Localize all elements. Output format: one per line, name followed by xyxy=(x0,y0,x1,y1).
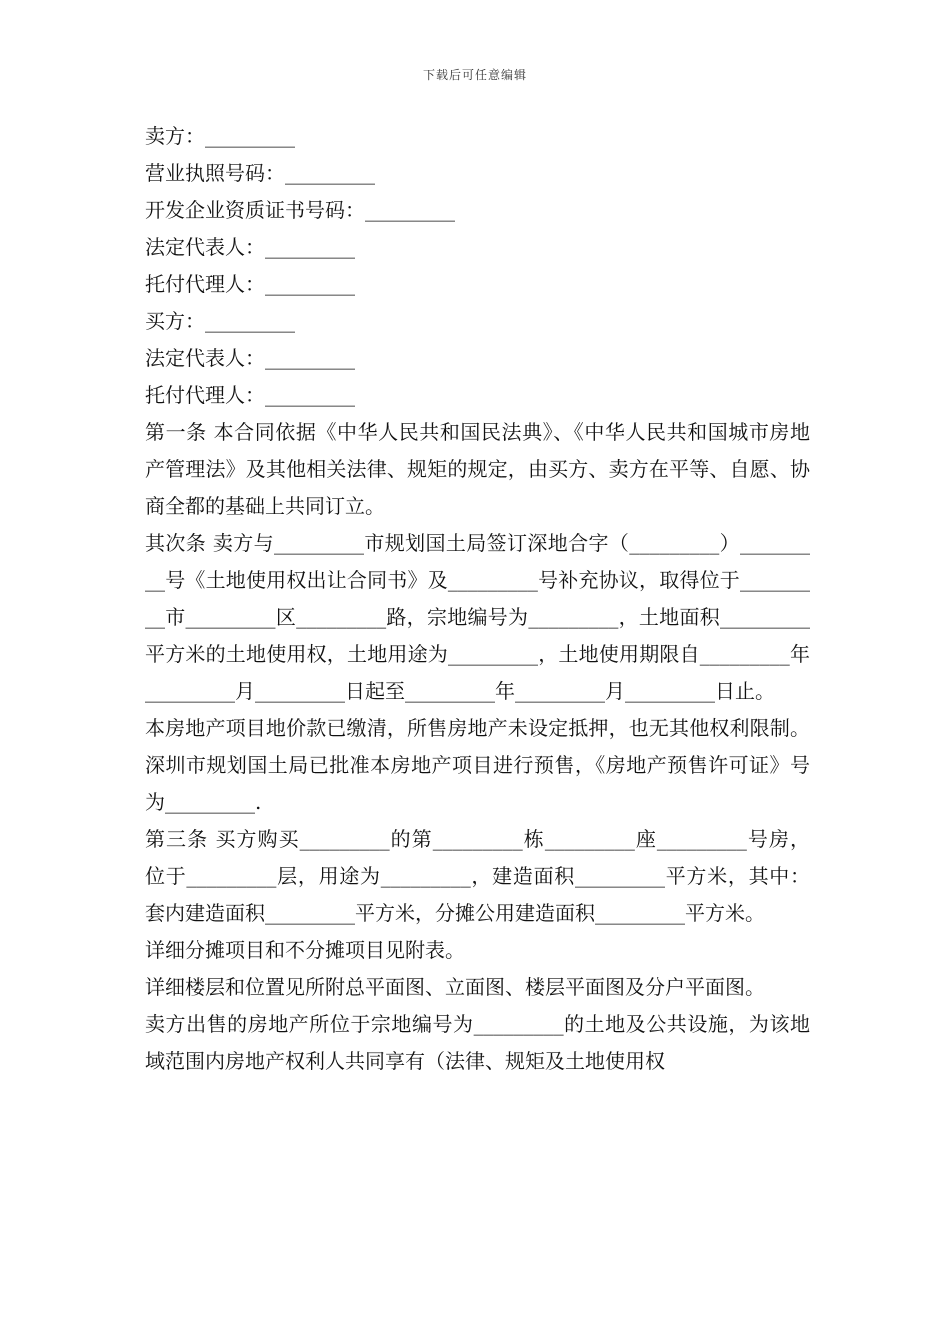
contract-body xyxy=(145,118,810,1080)
page-header-note: 下载后可任意编辑 xyxy=(422,68,527,82)
buyer-agent-field: 托付代理人：_________ xyxy=(145,383,355,407)
seller-agent-field: 托付代理人：_________ xyxy=(145,272,355,296)
seller-legal-representative-field: 法定代表人：_________ xyxy=(145,235,355,259)
developer-qualification-field: 开发企业资质证书号码：_________ xyxy=(145,198,455,222)
apportion-note: 详细分摊项目和不分摊项目见附表。 xyxy=(145,938,465,962)
article-three: 第三条 买方购买_________的第_________栋_________座_________号房，位于_________层，用途为_________，建造面积_________平方米，其中：套内建造面积_________平方米，分摊公用建造面积_________平方米。 xyxy=(145,827,810,925)
buyer-legal-representative-field: 法定代表人：_________ xyxy=(145,346,355,370)
seller-field: 卖方：_________ xyxy=(145,124,295,148)
floor-plan-note: 详细楼层和位置见所附总平面图、立面图、楼层平面图及分户平面图。 xyxy=(145,975,765,999)
article-one: 第一条 本合同依据《中华人民共和国民法典》、《中华人民共和国城市房地产管理法》及其他相关法律、规矩的规定，由买方、卖方在平等、自愿、协商全都的基础上共同订立。 xyxy=(145,420,810,518)
shared-facilities-paragraph: 卖方出售的房地产所位于宗地编号为_________的土地及公共设施，为该地域范围内房地产权利人共同享有（法律、规矩及土地使用权 xyxy=(145,1012,810,1073)
business-license-field: 营业执照号码：_________ xyxy=(145,161,375,185)
land-price-paragraph: 本房地产项目地价款已缴清，所售房地产未设定抵押，也无其他权利限制。深圳市规划国土局已批准本房地产项目进行预售，《房地产预售许可证》号为_________. xyxy=(145,716,810,814)
buyer-field: 买方：_________ xyxy=(145,309,295,333)
article-two: 其次条 卖方与_________市规划国土局签订深地合字（_________）_________号《土地使用权出让合同书》及_________号补充协议，取得位于_________市_________区_________路，宗地编号为_________，土地面积_________平方米的土地使用权，土地用途为_________，土地使用期限自_________年_________月_________日起至_________年_________月_________日止。 xyxy=(145,531,810,703)
